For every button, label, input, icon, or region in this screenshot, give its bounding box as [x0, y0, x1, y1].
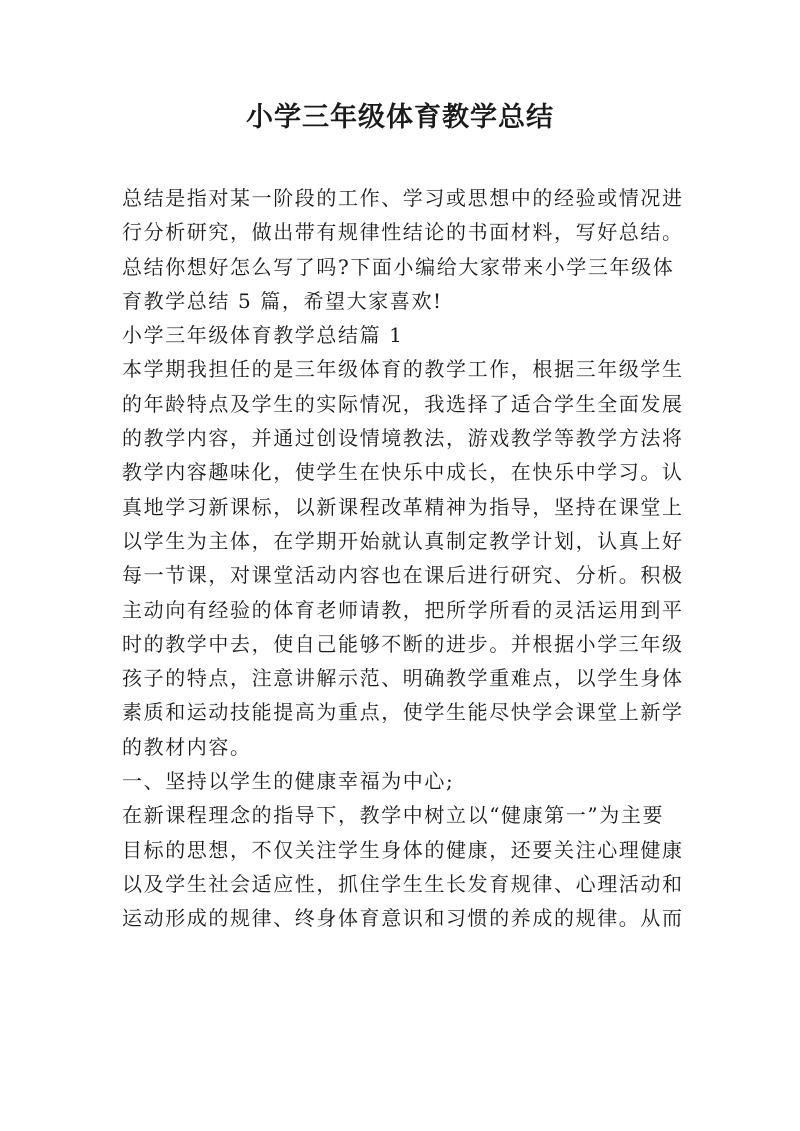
section-heading: 小学三年级体育教学总结篇 1	[122, 323, 404, 348]
text-line: 总结是指对某一阶段的工作、学习或思想中的经验或情况进	[122, 186, 684, 210]
document-body	[122, 181, 690, 936]
text-line: 的教材内容。	[122, 734, 252, 759]
text-line: 主动向有经验的体育老师请教，把所学所看的灵活运用到平	[122, 597, 684, 622]
text-line: 教学内容趣味化，使学生在快乐中成长，在快乐中学习。认	[122, 460, 684, 485]
text-line: 真地学习新课标，以新课程改革精神为指导，坚持在课堂上	[122, 494, 684, 519]
text-line: 每一节课，对课堂活动内容也在课后进行研究、分析。积极	[122, 563, 684, 588]
text-line: 孩子的特点，注意讲解示范、明确教学重难点，以学生身体	[122, 666, 684, 691]
document-title: 小学三年级体育教学总结	[246, 102, 554, 133]
text-line: 的教学内容，并通过创设情境教法，游戏教学等教学方法将	[122, 426, 684, 451]
text-line: 运动形成的规律、终身体育意识和习惯的养成的规律。从而	[122, 906, 684, 931]
text-line: 行分析研究，做出带有规律性结论的书面材料，写好总结。	[122, 220, 684, 245]
text-line: 育教学总结 5 篇，希望大家喜欢!	[122, 288, 443, 313]
text-line: 本学期我担任的是三年级体育的教学工作，根据三年级学生	[122, 357, 684, 382]
text-line: 时的教学中去，使自己能够不断的进步。并根据小学三年级	[122, 631, 684, 656]
text-line: 素质和运动技能提高为重点，使学生能尽快学会课堂上新学	[122, 700, 684, 725]
text-line: 以及学生社会适应性，抓住学生生长发育规律、心理活动和	[122, 871, 684, 896]
text-line: 目标的思想，不仅关注学生身体的健康，还要关注心理健康	[122, 837, 684, 862]
text-line: 总结你想好怎么写了吗?下面小编给大家带来小学三年级体	[122, 254, 675, 279]
subsection-heading: 一、坚持以学生的健康幸福为中心;	[122, 769, 455, 794]
text-line: 在新课程理念的指导下，教学中树立以“健康第一”为主要	[122, 803, 665, 828]
text-line: 的年龄特点及学生的实际情况，我选择了适合学生全面发展	[122, 391, 684, 416]
text-line: 以学生为主体，在学期开始就认真制定教学计划，认真上好	[122, 528, 684, 553]
